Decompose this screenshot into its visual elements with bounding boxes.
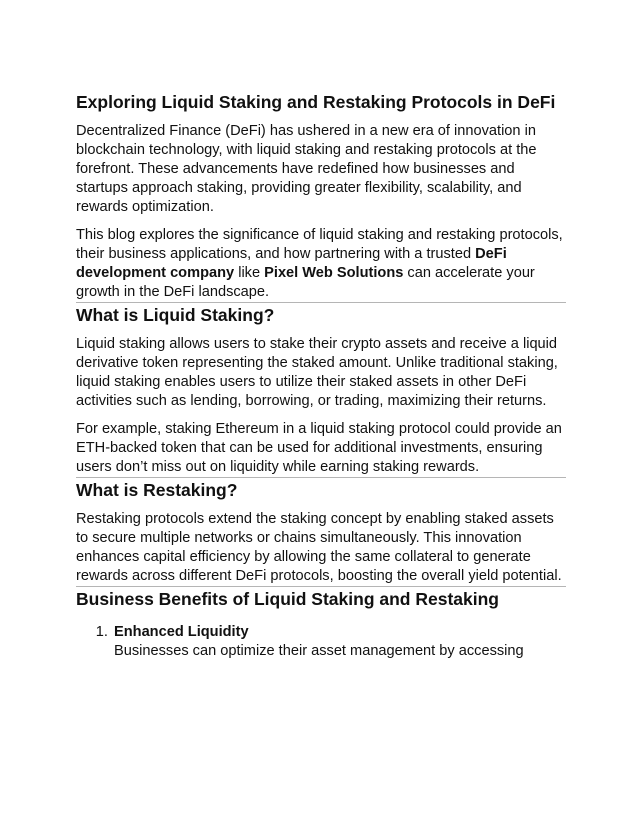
restaking-paragraph: Restaking protocols extend the staking concept by enabling staked assets to secure multiple networks or chains simultaneously. This innovation enhances capital efficiency by allowing the same collateral to generate rewards across different DeFi protocols, boosting the overall yield potential. bbox=[76, 511, 562, 584]
intro-text-c: can accelerate your growth in the DeFi landscape. bbox=[76, 265, 535, 300]
benefit-text: Businesses can optimize their asset management by accessing bbox=[114, 643, 524, 659]
document-page bbox=[76, 90, 566, 661]
liquid-staking-paragraph-1: Liquid staking allows users to stake their crypto assets and receive a liquid derivative token representing the staked amount. Unlike traditional staking, liquid staking enables users to utilize their staked assets in other DeFi activities such as lending, borrowing, or trading, maximizing their returns. bbox=[76, 336, 558, 409]
list-item bbox=[112, 623, 566, 661]
intro-text-b: like bbox=[234, 265, 265, 281]
article-title: Exploring Liquid Staking and Restaking Protocols in DeFi bbox=[76, 92, 556, 112]
liquid-staking-paragraph-2: For example, staking Ethereum in a liquid staking protocol could provide an ETH-backed token that can be used for additional investments, ensuring users don’t miss out on liquidity while earning staking rewards. bbox=[76, 421, 562, 475]
intro-paragraph-2 bbox=[76, 226, 566, 302]
section-title-business-benefits: Business Benefits of Liquid Staking and Restaking bbox=[76, 589, 499, 609]
section-title-liquid-staking: What is Liquid Staking? bbox=[76, 305, 275, 325]
intro-bold-pixel-web-solutions: Pixel Web Solutions bbox=[264, 265, 404, 281]
section-title-restaking: What is Restaking? bbox=[76, 480, 238, 500]
intro-paragraph-1: Decentralized Finance (DeFi) has ushered in a new era of innovation in blockchain technology, with liquid staking and restaking protocols at the forefront. These advancements have redefined how businesses and startups approach staking, providing greater flexibility, scalability, and rewards optimization. bbox=[76, 123, 537, 215]
intro-bold-defi-development-company: DeFi development company bbox=[76, 246, 507, 281]
benefits-list bbox=[76, 623, 566, 661]
benefit-title: Enhanced Liquidity bbox=[114, 624, 249, 640]
intro-text-a: This blog explores the significance of liquid staking and restaking protocols, their business applications, and how partnering with a trusted bbox=[76, 227, 563, 262]
